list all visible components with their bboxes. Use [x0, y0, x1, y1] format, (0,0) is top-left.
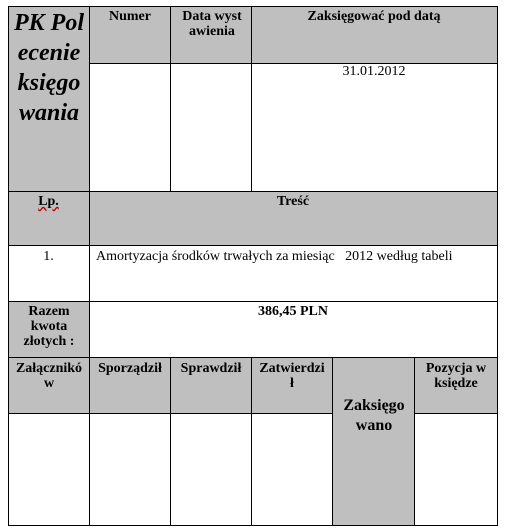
border-lp-top — [8, 191, 498, 192]
border-lp-bottom — [8, 245, 498, 246]
razem-label: Razem kwota złotych : — [23, 304, 75, 349]
footer-zalaczniki: Załączników — [15, 361, 83, 391]
border-razem-bottom — [8, 357, 498, 358]
border-right — [497, 6, 498, 526]
footer-zatwierdzil: Zatwierdził — [259, 361, 325, 391]
border-footer-1 — [89, 357, 90, 526]
footer-sporzadzil: Sporządził — [98, 361, 162, 376]
border-numer-right — [170, 6, 171, 191]
border-lp-right — [89, 191, 90, 357]
tresc-label: Treść — [276, 194, 310, 209]
border-row-bottom — [8, 301, 498, 302]
border-bottom — [8, 525, 498, 526]
border-footer-3 — [251, 357, 252, 526]
row-number: 1. — [43, 249, 54, 264]
border-title-right — [89, 6, 90, 191]
border-footer-4 — [332, 357, 333, 526]
border-left — [8, 6, 9, 526]
footer-sprawdzil: Sprawdził — [180, 361, 242, 376]
document-title: PK Polecenie księgowania — [14, 10, 84, 126]
border-top — [8, 6, 498, 7]
border-data-right — [251, 6, 252, 191]
amount: 386,45 PLN — [258, 304, 328, 319]
lp-label: Lp. — [38, 194, 59, 209]
header-zaksiegowac: Zaksięgować pod datą — [307, 9, 441, 24]
border-footer-header-right — [414, 413, 498, 414]
header-numer: Numer — [109, 9, 151, 24]
row-text: Amortyzacja środków trwałych za miesiąc 2012 według tabeli — [96, 249, 453, 264]
footer-pozycja: Pozycja w księdze — [425, 361, 487, 391]
border-footer-2 — [170, 357, 171, 526]
booking-date: 31.01.2012 — [342, 64, 406, 79]
footer-zaksiegowano: Zaksięgowano — [343, 397, 405, 434]
border-footer-5 — [414, 357, 415, 526]
zaksiegowano-cell-bg — [332, 357, 414, 525]
header-data-wystawienia: Data wystawienia — [182, 9, 242, 39]
